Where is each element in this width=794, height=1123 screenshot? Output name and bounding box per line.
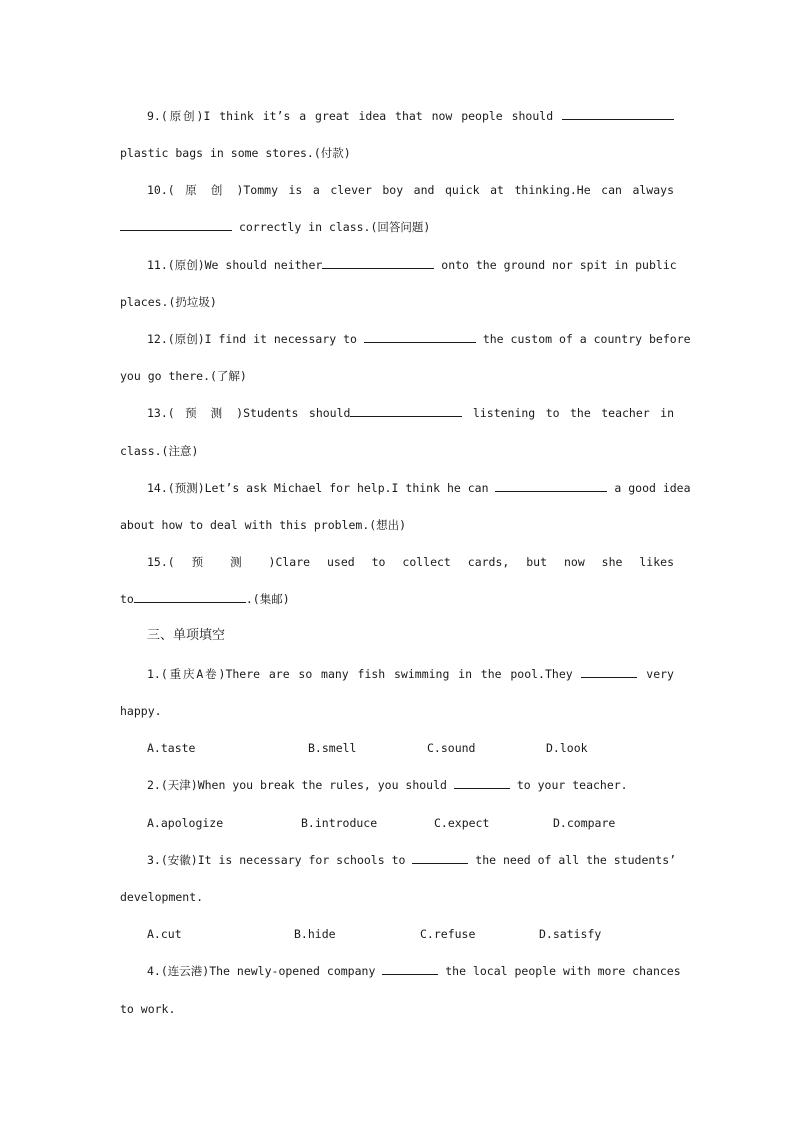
question-text: to <box>120 592 134 606</box>
option-c[interactable]: C.expect <box>434 816 490 830</box>
mcq-4-line-2 <box>120 1001 674 1017</box>
option-d[interactable]: D.satisfy <box>539 927 602 941</box>
mcq-1-line-2 <box>120 703 674 719</box>
question-number: 14.(预测) <box>147 481 205 495</box>
question-text: places.(扔垃圾) <box>120 295 217 309</box>
question-9-line-1 <box>147 108 674 124</box>
answer-blank[interactable] <box>134 591 246 603</box>
question-14-line-1 <box>147 480 691 496</box>
question-12-line-2 <box>120 368 674 384</box>
mcq-2-options <box>147 815 687 831</box>
question-15-line-2 <box>120 591 674 607</box>
question-text: The newly-opened company <box>209 964 376 978</box>
answer-blank[interactable] <box>322 257 434 269</box>
question-text: I find it necessary to <box>204 332 357 346</box>
answer-blank[interactable] <box>364 331 476 343</box>
answer-blank[interactable] <box>581 666 637 678</box>
question-text: Clare used to collect cards, but now she likes <box>275 555 674 569</box>
option-a[interactable]: A.taste <box>147 741 196 755</box>
question-9-line-2 <box>120 145 674 161</box>
question-14-line-2 <box>120 517 674 533</box>
answer-blank[interactable] <box>562 108 674 120</box>
option-a[interactable]: A.cut <box>147 927 182 941</box>
mcq-4-line-1 <box>147 963 681 979</box>
option-b[interactable]: B.smell <box>308 741 357 755</box>
question-number: 1.(重庆A卷) <box>147 667 226 681</box>
question-text: very <box>646 667 674 681</box>
question-text: about how to deal with this problem.(想出) <box>120 518 407 532</box>
answer-blank[interactable] <box>495 480 607 492</box>
answer-blank[interactable] <box>454 777 510 789</box>
question-text: It is necessary for schools to <box>197 853 406 867</box>
question-13-line-2 <box>120 443 674 459</box>
answer-blank[interactable] <box>350 405 462 417</box>
question-text: When you break the rules, you should <box>197 778 447 792</box>
question-number: 13.( 预 测 ) <box>147 406 244 420</box>
answer-blank[interactable] <box>120 219 232 231</box>
answer-blank[interactable] <box>412 852 468 864</box>
question-12-line-1 <box>147 331 691 347</box>
mcq-1-options <box>147 740 687 756</box>
question-text: class.(注意) <box>120 444 199 458</box>
question-10-line-2 <box>120 219 674 235</box>
question-text: There are so many fish swimming in the pool.They <box>225 667 573 681</box>
question-text: happy. <box>120 704 162 718</box>
question-11-line-1 <box>147 257 677 273</box>
question-text: development. <box>120 890 204 904</box>
section-title: 三、单项填空 <box>147 628 226 643</box>
question-number: 4.(连云港) <box>147 964 210 978</box>
question-number: 15.( 预 测 ) <box>147 555 276 569</box>
answer-blank[interactable] <box>382 963 438 975</box>
question-text: you go there.(了解) <box>120 369 247 383</box>
question-10-line-1 <box>147 182 674 198</box>
question-text: correctly in class.(回答问题) <box>238 220 431 234</box>
question-text: Tommy is a clever boy and quick at thinking.He can always <box>243 183 674 197</box>
question-15-line-1 <box>147 554 674 570</box>
mcq-3-line-1 <box>147 852 677 868</box>
question-number: 2.(天津) <box>147 778 198 792</box>
question-text: a good idea <box>614 481 691 495</box>
mcq-3-options <box>147 926 687 942</box>
option-c[interactable]: C.refuse <box>420 927 476 941</box>
mcq-3-line-2 <box>120 889 674 905</box>
question-text: We should neither <box>204 258 323 272</box>
question-text: the custom of a country before <box>482 332 691 346</box>
question-text: the need of all the students’ <box>475 853 677 867</box>
question-number: 3.(安徽) <box>147 853 198 867</box>
question-text: I think it’s a great idea that now people should <box>203 109 554 123</box>
question-13-line-1 <box>147 405 674 421</box>
mcq-2-line-1 <box>147 777 674 793</box>
question-text: to your teacher. <box>516 778 628 792</box>
option-d[interactable]: D.look <box>546 741 588 755</box>
question-text: .(集邮) <box>245 592 290 606</box>
question-text: the local people with more chances <box>445 964 681 978</box>
question-text: Let’s ask Michael for help.I think he can <box>204 481 489 495</box>
question-text: to work. <box>120 1002 176 1016</box>
option-b[interactable]: B.introduce <box>301 816 378 830</box>
option-a[interactable]: A.apologize <box>147 816 224 830</box>
question-number: 12.(原创) <box>147 332 205 346</box>
question-text: plastic bags in some stores.(付款) <box>120 146 351 160</box>
option-d[interactable]: D.compare <box>553 816 616 830</box>
option-b[interactable]: B.hide <box>294 927 336 941</box>
question-number: 9.(原创) <box>147 109 204 123</box>
question-text: listening to the teacher in <box>472 406 674 420</box>
question-number: 10.( 原 创 ) <box>147 183 244 197</box>
question-11-line-2 <box>120 294 674 310</box>
option-c[interactable]: C.sound <box>427 741 476 755</box>
mcq-1-line-1 <box>147 666 674 682</box>
question-text: Students should <box>243 406 351 420</box>
question-text: onto the ground nor spit in public <box>441 258 677 272</box>
question-number: 11.(原创) <box>147 258 205 272</box>
